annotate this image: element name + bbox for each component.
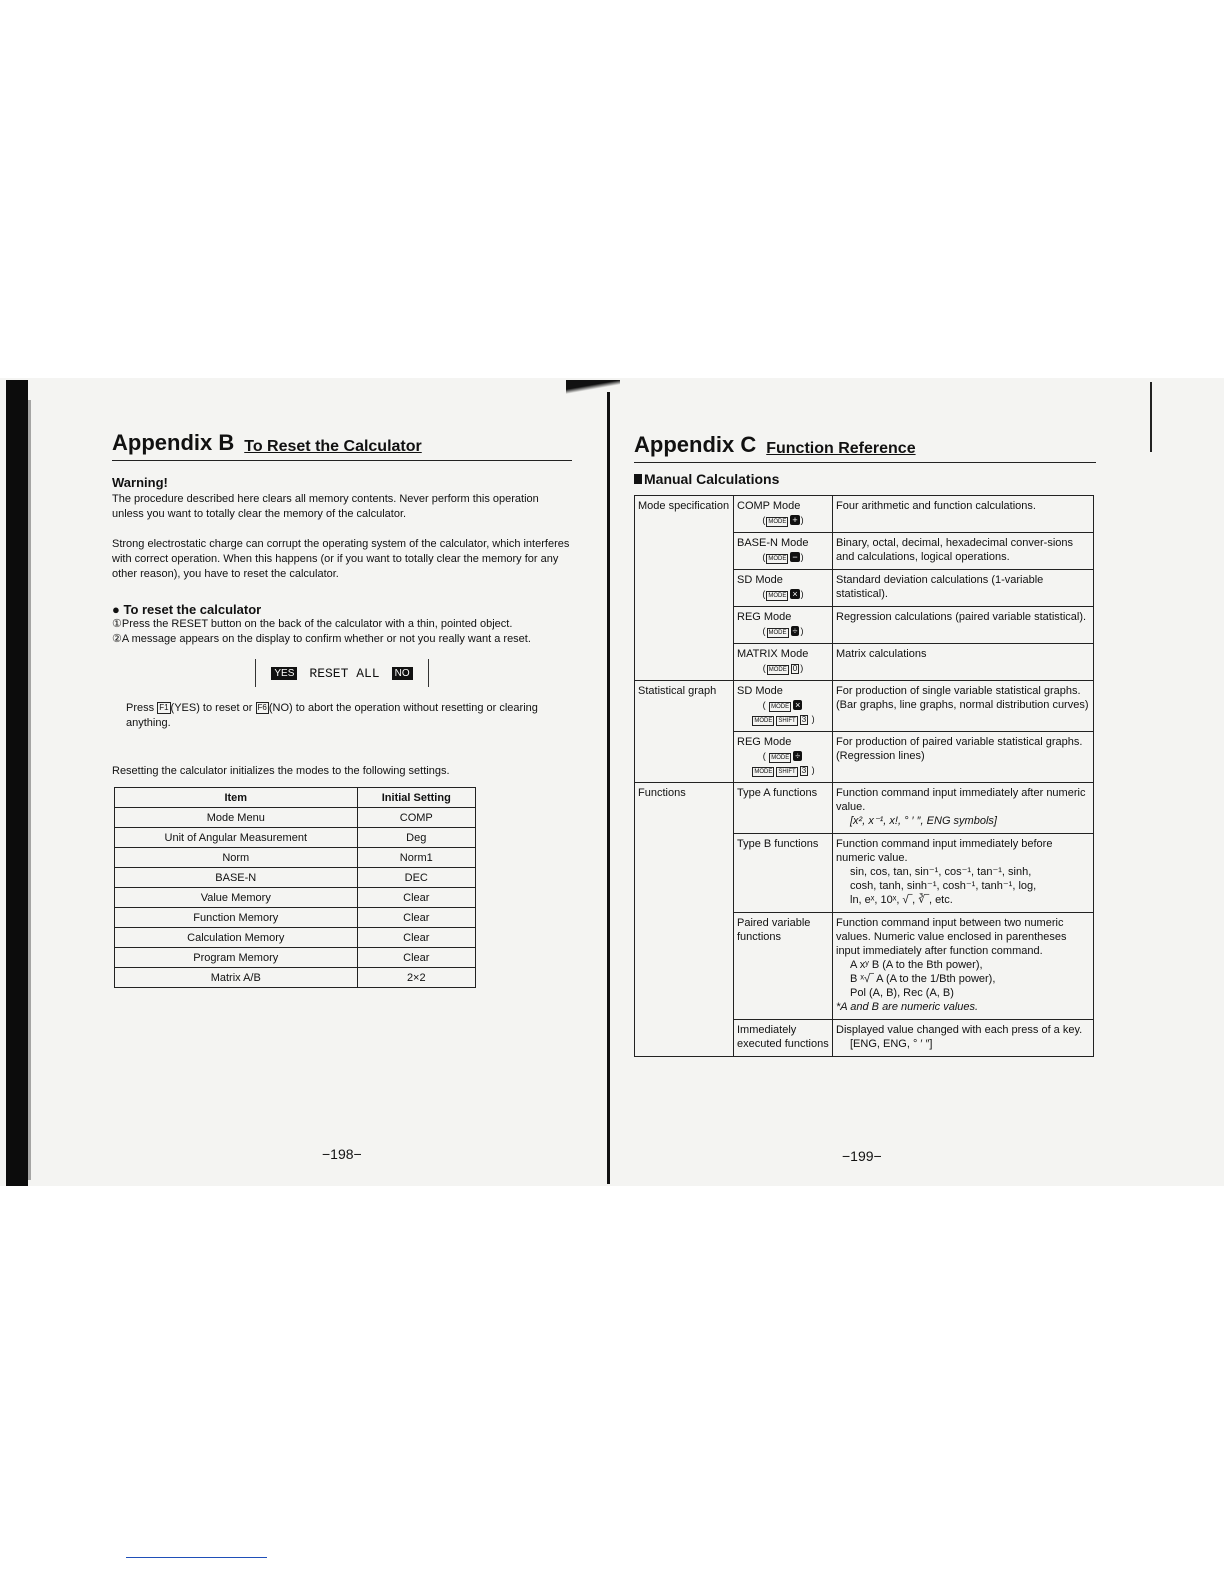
scan-left-edge <box>6 380 28 1186</box>
table-cell: Clear <box>357 948 475 968</box>
mode-key-icon: MODE <box>768 593 787 599</box>
appendix-b-header <box>112 430 572 461</box>
table-cell: Matrix A/B <box>115 968 358 988</box>
function-examples: sin, cos, tan, sin⁻¹, cos⁻¹, tan⁻¹, sinh, <box>850 866 1032 878</box>
manual-calculations-heading <box>634 471 1096 487</box>
reset-all-message: RESET ALL <box>309 665 380 681</box>
table-row <box>115 908 476 928</box>
appendix-c-subtitle: Function Reference <box>766 440 916 457</box>
table-cell: Function Memory <box>115 908 358 928</box>
appendix-c-header <box>634 432 1096 463</box>
page-number-199: −199− <box>842 1148 882 1164</box>
mode-name: REG Mode <box>737 736 792 748</box>
function-note: *A and B are numeric values. <box>836 1001 979 1013</box>
table-cell: BASE-N <box>115 868 358 888</box>
mode-key-icon: MODE <box>768 667 787 673</box>
group-functions: Functions <box>635 783 734 1057</box>
table-cell <box>734 607 833 644</box>
press-text-1: Press <box>126 702 158 714</box>
appendix-c-title: Appendix C <box>634 432 757 457</box>
mode-key-icon: MODE <box>768 556 787 562</box>
key-sequence: ( MODE − ) <box>762 552 804 562</box>
table-cell: Binary, octal, decimal, hexadecimal conver-sions and calculations, logical operations. <box>833 533 1094 570</box>
bottom-link-line <box>126 1557 267 1558</box>
divide-key-icon: ÷ <box>792 626 798 636</box>
mode-name: SD Mode <box>737 685 783 697</box>
table-cell <box>833 1020 1094 1057</box>
press-instructions <box>126 701 572 731</box>
book-spine <box>607 392 610 1184</box>
spine-mark <box>566 380 620 394</box>
multiply-key-icon: × <box>795 700 801 710</box>
table-cell: For production of paired variable statistical graphs. (Regression lines) <box>833 732 1094 783</box>
table-row <box>115 968 476 988</box>
mode-key-icon: MODE <box>771 755 790 761</box>
appendix-b-title: Appendix B <box>112 430 235 455</box>
table-row <box>115 848 476 868</box>
no-label: NO <box>392 667 413 680</box>
mode-name: BASE-N Mode <box>737 537 809 549</box>
table-cell: Program Memory <box>115 948 358 968</box>
scan-right-edge <box>1150 382 1152 452</box>
key-sequence: ( MODE ÷ ) <box>762 626 804 636</box>
key-sequence: ( MODE ÷ MODE SHIFT 3 ) <box>754 751 815 775</box>
square-bullet-icon <box>634 474 642 484</box>
table-header-item: Item <box>115 788 358 808</box>
reset-heading: ● To reset the calculator <box>112 602 262 617</box>
mode-key-icon: MODE <box>768 519 787 525</box>
appendix-b-subtitle: To Reset the Calculator <box>244 438 422 455</box>
table-header-row <box>115 788 476 808</box>
table-cell: Type B functions <box>734 834 833 913</box>
right-page <box>634 432 1096 1057</box>
table-cell <box>734 533 833 570</box>
three-key-icon: 3 <box>801 766 807 775</box>
function-desc: Function command input between two numeric values. Numeric value enclosed in parentheses input immediately after function command. <box>836 917 1067 957</box>
table-row <box>115 868 476 888</box>
table-cell: Norm1 <box>357 848 475 868</box>
function-examples: B ˣ√‾ A (A to the 1/Bth power), <box>850 973 996 985</box>
table-cell: 2×2 <box>357 968 475 988</box>
table-row <box>635 496 1094 533</box>
mode-name: COMP Mode <box>737 500 801 512</box>
table-row <box>115 948 476 968</box>
shift-key-icon: SHIFT <box>778 718 796 724</box>
mode-key-icon: MODE <box>771 704 790 710</box>
table-cell: Mode Menu <box>115 808 358 828</box>
table-cell: Matrix calculations <box>833 644 1094 681</box>
table-cell: Type A functions <box>734 783 833 834</box>
key-sequence: ( MODE × ) <box>762 589 804 599</box>
table-cell <box>734 681 833 732</box>
table-cell <box>833 783 1094 834</box>
table-cell: Four arithmetic and function calculations. <box>833 496 1094 533</box>
mode-name: REG Mode <box>737 611 792 623</box>
reset-step-2: ②A message appears on the display to confirm whether or not you really want a reset. <box>112 633 531 645</box>
table-cell <box>833 834 1094 913</box>
function-desc: Function command input immediately after numeric value. <box>836 787 1086 813</box>
table-cell: Standard deviation calculations (1-variable statistical). <box>833 570 1094 607</box>
table-cell <box>734 496 833 533</box>
initial-settings-table <box>114 787 476 988</box>
table-cell: Value Memory <box>115 888 358 908</box>
function-desc: Function command input immediately before numeric value. <box>836 838 1053 864</box>
plus-key-icon: + <box>792 515 798 525</box>
table-row <box>635 783 1094 834</box>
table-row <box>115 888 476 908</box>
static-text: Strong electrostatic charge can corrupt the operating system of the calculator, which interferes with correct operation. When this happens (or if you want to totally clear the memory for any other reason), you have to reset the calculator. <box>112 538 570 580</box>
reset-step-1: ①Press the RESET button on the back of the calculator with a thin, pointed object. <box>112 618 513 630</box>
multiply-key-icon: × <box>792 589 798 599</box>
mode-name: MATRIX Mode <box>737 648 809 660</box>
key-sequence: ( MODE × MODE SHIFT 3 ) <box>754 700 815 724</box>
table-cell: Paired variable functions <box>734 913 833 1020</box>
group-mode-specification: Mode specification <box>635 496 734 681</box>
table-header-setting: Initial Setting <box>357 788 475 808</box>
table-cell: DEC <box>357 868 475 888</box>
table-cell: Unit of Angular Measurement <box>115 828 358 848</box>
table-cell: Calculation Memory <box>115 928 358 948</box>
mode-name: SD Mode <box>737 574 783 586</box>
table-cell: Deg <box>357 828 475 848</box>
table-cell <box>734 570 833 607</box>
table-cell: Clear <box>357 928 475 948</box>
three-key-icon: 3 <box>801 715 807 724</box>
press-text-2: (YES) to reset or <box>170 702 256 714</box>
scan-left-shadow <box>28 400 31 1180</box>
mode-key-icon: MODE <box>768 630 787 636</box>
table-cell <box>833 913 1094 1020</box>
warning-title: Warning! <box>112 475 168 490</box>
table-row <box>115 808 476 828</box>
left-page <box>112 430 572 988</box>
table-cell: Norm <box>115 848 358 868</box>
table-cell <box>734 644 833 681</box>
warning-text: The procedure described here clears all memory contents. Never perform this operation unless you want to totally clear the memory of the calculator. <box>112 493 539 520</box>
function-examples: [ENG, ENG, ° ′ ″] <box>850 1038 933 1050</box>
page-number-198: −198− <box>322 1146 362 1162</box>
function-examples: [x², x⁻¹, x!, ° ′ ″, ENG symbols] <box>850 815 997 827</box>
function-examples: ln, eˣ, 10ˣ, √‾, ∛‾, etc. <box>850 894 953 906</box>
function-examples: Pol (A, B), Rec (A, B) <box>850 987 954 999</box>
f1-key-icon: F1 <box>159 703 169 713</box>
group-statistical-graph: Statistical graph <box>635 681 734 783</box>
function-reference-table <box>634 495 1094 1057</box>
f6-key-icon: F6 <box>257 703 267 713</box>
yes-label: YES <box>271 667 297 680</box>
table-cell <box>734 732 833 783</box>
zero-key-icon: 0 <box>792 664 798 673</box>
function-examples: cosh, tanh, sinh⁻¹, cosh⁻¹, tanh⁻¹, log, <box>850 880 1037 892</box>
manual-calculations-label: Manual Calculations <box>644 471 780 487</box>
function-desc: Displayed value changed with each press of a key. <box>836 1024 1083 1036</box>
function-examples: A xʸ B (A to the Bth power), <box>850 959 983 971</box>
table-row <box>635 681 1094 732</box>
table-cell: Clear <box>357 908 475 928</box>
key-sequence: ( MODE + ) <box>762 515 804 525</box>
shift-key-icon: SHIFT <box>778 769 796 775</box>
minus-key-icon: − <box>792 552 798 562</box>
table-cell: For production of single variable statistical graphs. (Bar graphs, line graphs, normal distribution curves) <box>833 681 1094 732</box>
divide-key-icon: ÷ <box>795 751 801 761</box>
key-sequence: ( MODE 0 ) <box>762 663 804 673</box>
reset-note: Resetting the calculator initializes the modes to the following settings. <box>112 765 450 777</box>
table-cell: Clear <box>357 888 475 908</box>
lcd-display <box>255 659 429 687</box>
mode-key-icon: MODE <box>754 718 773 724</box>
mode-key-icon: MODE <box>754 769 773 775</box>
table-row <box>115 828 476 848</box>
table-cell: COMP <box>357 808 475 828</box>
press-text-3: (NO) to abort the operation without resetting or clearing anything. <box>126 702 538 729</box>
table-cell: Immediately executed functions <box>734 1020 833 1057</box>
table-cell: Regression calculations (paired variable statistical). <box>833 607 1094 644</box>
table-row <box>115 928 476 948</box>
